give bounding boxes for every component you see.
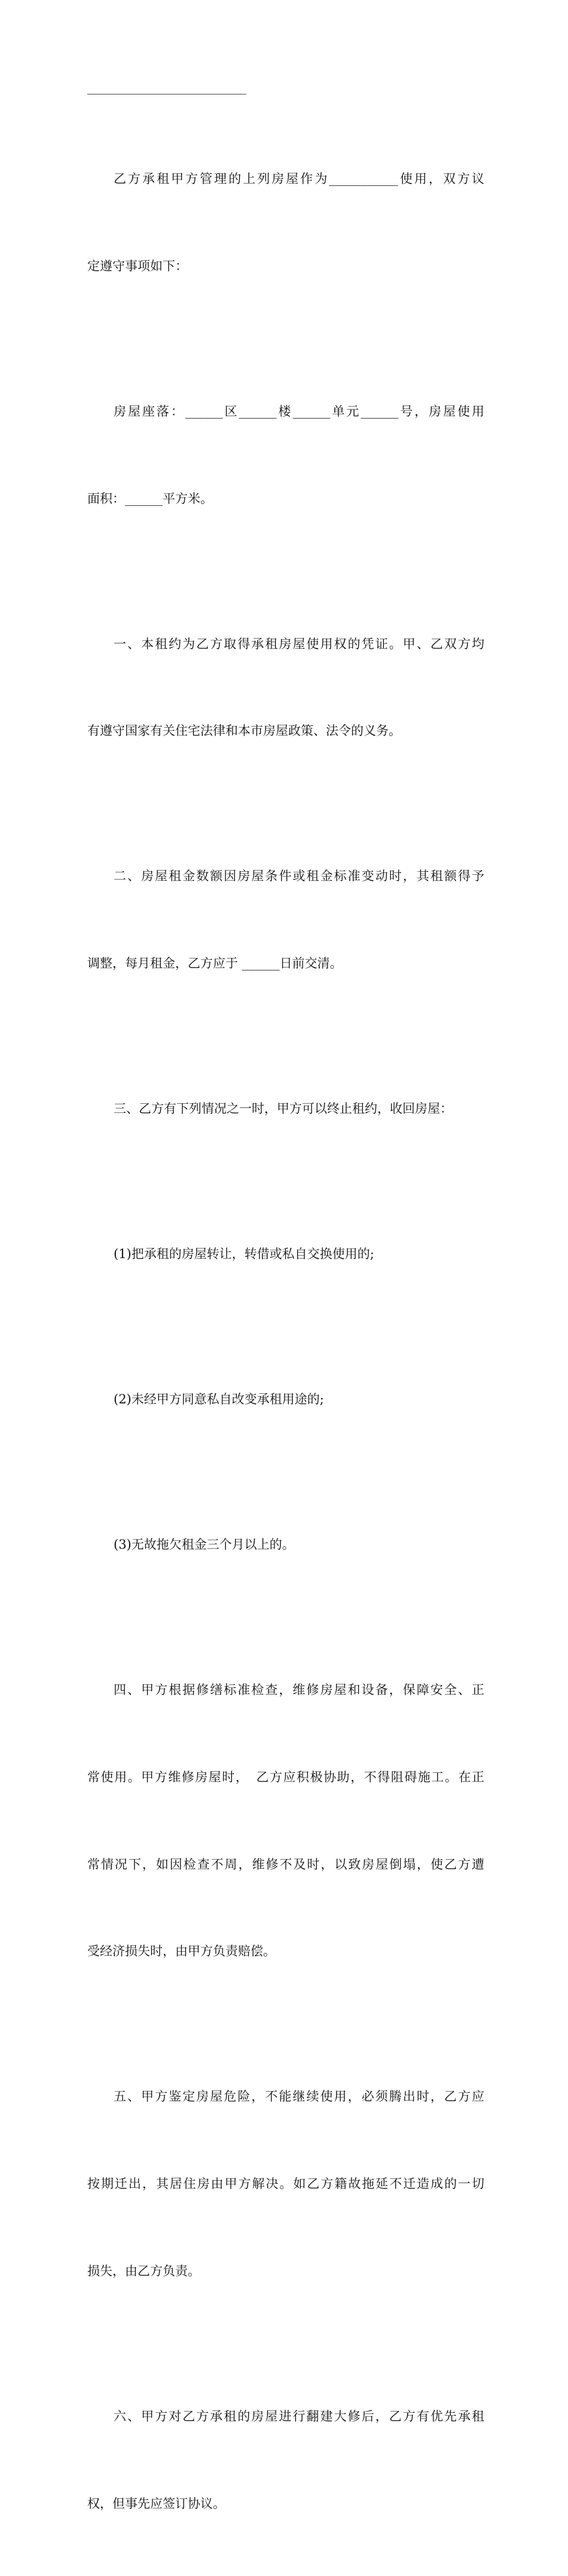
text-line: 一、本租约为乙方取得承租房屋使用权的凭证。甲、乙双方均: [114, 636, 484, 651]
text-line: (1)把承租的房屋转让，转借或私自交换使用的;: [114, 1247, 374, 1262]
text-line: 面积：______平方米。: [87, 491, 213, 506]
text-line: 受经济损失时，由甲方负责赔偿。: [87, 1944, 276, 1959]
text-line: 有遵守国家有关住宅法律和本市房屋政策、法令的义务。: [87, 724, 401, 738]
text-line: (3)无故拖欠租金三个月以上的。: [114, 1537, 295, 1552]
paragraph-clause-5: [87, 2024, 484, 2344]
text-line: 常使用。甲方维修房屋时， 乙方应积极协助，不得阻碍施工。在正: [87, 1769, 484, 1784]
paragraph-clause-3-item-1: [87, 1182, 484, 1327]
text-line: 六、甲方对乙方承租的房屋进行翻建大修后，乙方有优先承租: [114, 2409, 484, 2424]
text-line: 五、甲方鉴定房屋危险，不能继续使用，必须腾出时，乙方应: [114, 2089, 484, 2104]
text-line: 常情况下，如因检查不周，维修不及时，以致房屋倒塌，使乙方遭: [87, 1857, 484, 1872]
text-line: 四、甲方根据修缮标准检查，维修房屋和设备，保障安全、正: [114, 1683, 484, 1698]
text-line: 损失，由乙方负责。: [87, 2263, 200, 2278]
paragraph-clause-4: [87, 1617, 484, 2024]
text-line: 调整，每月租金，乙方应于 ______日前交清。: [87, 956, 343, 971]
paragraph-clause-3-item-2: [87, 1327, 484, 1472]
paragraph-location: [87, 339, 484, 572]
paragraph-clause-2: [87, 804, 484, 1036]
text-line: 按期迁出，其居住房由甲方解决。如乙方籍故拖延不迁造成的一切: [87, 2177, 484, 2192]
text-line: (2)未经甲方同意私自改变承租用途的;: [114, 1392, 324, 1407]
paragraph-intro: [87, 106, 484, 339]
text-line: 三、乙方有下列情况之一时，甲方可以终止租约，收回房屋：: [114, 1101, 453, 1116]
paragraph-clause-6: [87, 2344, 484, 2576]
text-line: 房屋座落：______区______楼______单元______号，房屋使用: [114, 404, 484, 419]
paragraph-clause-3-item-3: [87, 1472, 484, 1617]
paragraph-clause-1: [87, 572, 484, 804]
document-body: [87, 106, 484, 2576]
text-line: 权，但事先应签订协议。: [87, 2496, 225, 2511]
text-line: 定遵守事项如下：: [87, 258, 188, 273]
text-line: 二、房屋租金数额因房屋条件或租金标准变动时，其租额得予: [114, 869, 484, 884]
text-line: 乙方承租甲方管理的上列房屋作为___________使用，双方议: [114, 172, 484, 187]
paragraph-clause-3: [87, 1036, 484, 1182]
